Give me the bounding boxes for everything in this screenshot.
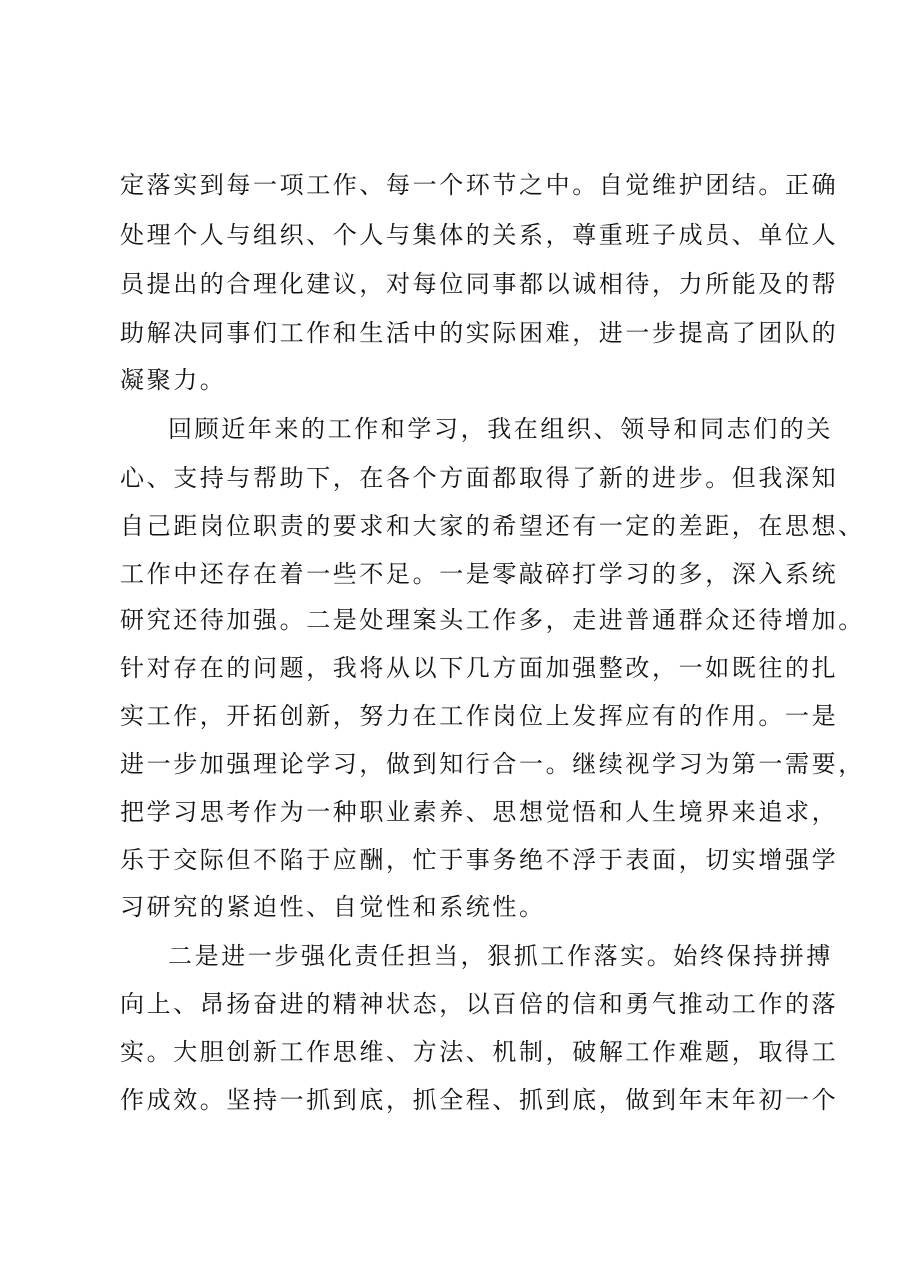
text-line: 进一步加强理论学习，做到知行合一。继续视学习为第一需要，: [120, 750, 865, 778]
text-line: 乐于交际但不陷于应酬，忙于事务绝不浮于表面，切实增强学: [120, 846, 839, 874]
text-line: 心、支持与帮助下，在各个方面都取得了新的进步。但我深知: [120, 464, 839, 492]
text-line: 自己距岗位职责的要求和大家的希望还有一定的差距，在思想、: [120, 512, 865, 540]
text-line: 工作中还存在着一些不足。一是零敲碎打学习的多，深入系统: [120, 560, 839, 588]
text-line: 把学习思考作为一种职业素养、思想觉悟和人生境界来追求，: [120, 798, 839, 826]
text-line: 习研究的紧迫性、自觉性和系统性。: [120, 893, 546, 921]
text-line: 处理个人与组织、个人与集体的关系，尊重班子成员、单位人: [120, 221, 839, 249]
text-line: 实工作，开拓创新，努力在工作岗位上发挥应有的作用。一是: [120, 702, 839, 730]
text-line: 助解决同事们工作和生活中的实际困难，进一步提高了团队的: [120, 319, 839, 347]
paragraph-first-line: 二是进一步强化责任担当，狠抓工作落实。始终保持拼搏: [168, 942, 833, 970]
text-line: 定落实到每一项工作、每一个环节之中。自觉维护团结。正确: [120, 171, 839, 199]
text-line: 研究还待加强。二是处理案头工作多，走进普通群众还待增加。: [120, 606, 865, 634]
text-line: 针对存在的问题，我将从以下几方面加强整改，一如既往的扎: [120, 654, 839, 682]
text-line: 实。大胆创新工作思维、方法、机制，破解工作难题，取得工: [120, 1038, 839, 1066]
text-line: 凝聚力。: [120, 366, 227, 394]
text-line: 员提出的合理化建议，对每位同事都以诚相待，力所能及的帮: [120, 270, 839, 298]
paragraph-first-line: 回顾近年来的工作和学习，我在组织、领导和同志们的关: [168, 415, 833, 443]
text-line: 作成效。坚持一抓到底，抓全程、抓到底，做到年末年初一个: [120, 1086, 839, 1114]
text-line: 向上、昂扬奋进的精神状态，以百倍的信和勇气推动工作的落: [120, 990, 839, 1018]
